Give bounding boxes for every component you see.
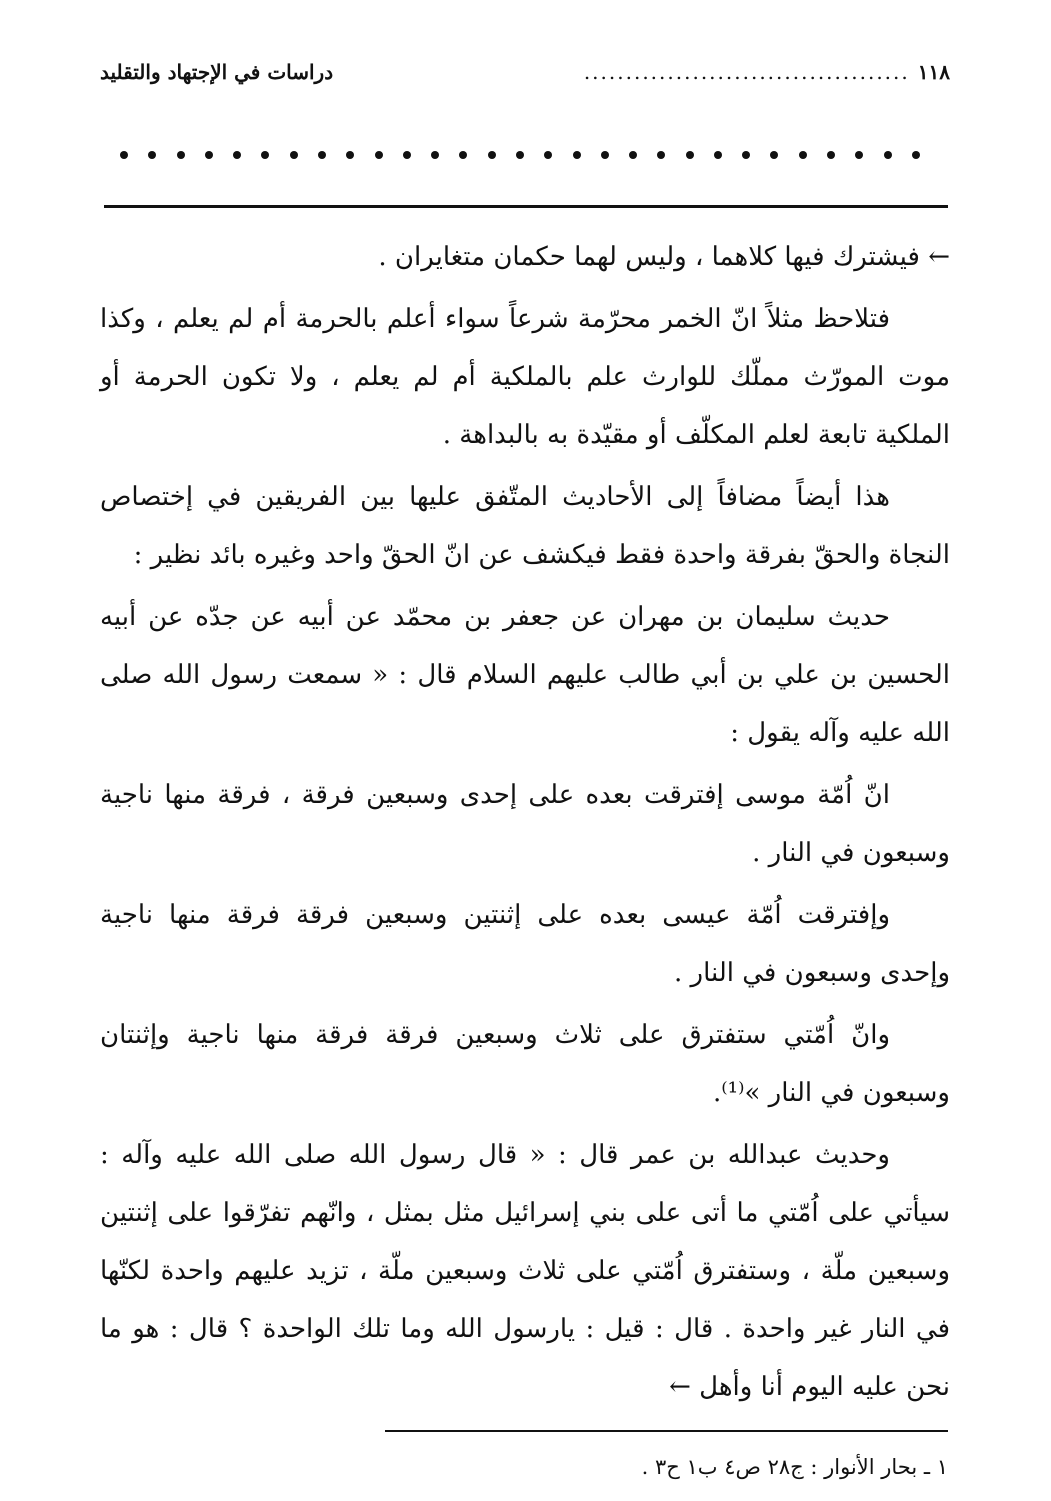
page-number: ١١٨ — [917, 60, 950, 84]
footnote-divider — [385, 1430, 948, 1432]
running-header — [100, 52, 950, 92]
paragraph: انّ اُمّة موسى إفترقت بعده على إحدى وسبعين فرقة ، فرقة منها ناجية وسبعون في النار . — [100, 780, 950, 868]
footnote: ١ ـ بحار الأنوار : ج٢٨ ص٤ ب١ ح٣ . — [641, 1455, 948, 1479]
paragraph: وانّ اُمّتي ستفترق على ثلاث وسبعين فرقة فرقة منها ناجية وإثنتان وسبعون في النار »⁽¹⁾. — [100, 1020, 950, 1108]
paragraph: فتلاحظ مثلاً انّ الخمر محرّمة شرعاً سواء أعلم بالحرمة أم لم يعلم ، وكذا موت المورّث مملّك للوارث علم بالملكية أم لم يعلم ، ولا تكون الحرمة أو الملكية تابعة لعلم المكلّف أو مقيّدة به بالبداهة . — [100, 304, 950, 450]
header-leader-dots: ....................................... — [583, 60, 910, 84]
paragraph: وإفترقت اُمّة عيسى بعده على إثنتين وسبعين فرقة فرقة منها ناجية وإحدى وسبعون في النار . — [100, 900, 950, 988]
main-text — [100, 228, 950, 1420]
book-title: دراسات في الإجتهاد والتقليد — [100, 60, 334, 84]
paragraph: هذا أيضاً مضافاً إلى الأحاديث المتّفق عليها بين الفريقين في إختصاص النجاة والحقّ بفرقة واحدة فقط فيكشف عن انّ الحقّ واحد وغيره بائد نظير : — [100, 482, 950, 570]
paragraph: حديث سليمان بن مهران عن جعفر بن محمّد عن أبيه عن جدّه عن أبيه الحسين بن علي بن أبي طالب عليهم السلام قال : « سمعت رسول الله صلى الله عليه وآله يقول : — [100, 602, 950, 748]
paragraph: ← فيشترك فيها كلاهما ، وليس لهما حكمان متغايران . — [378, 242, 950, 272]
header-divider — [104, 205, 948, 208]
paragraph: وحديث عبدالله بن عمر قال : « قال رسول الله صلى الله عليه وآله : سيأتي على اُمّتي ما أتى على بني إسرائيل مثل بمثل ، وانّهم تفرّقوا على إثنتين وسبعين ملّة ، وستفترق اُمّتي على ثلاث وسبعين ملّة ، تزيد عليهم واحدة لكنّها في النار غير واحدة . قال : قيل : يارسول الله وما تلك الواحدة ؟ قال : هو ما نحن عليه اليوم أنا وأهل ← — [100, 1140, 950, 1402]
dotted-ornament — [120, 140, 920, 170]
